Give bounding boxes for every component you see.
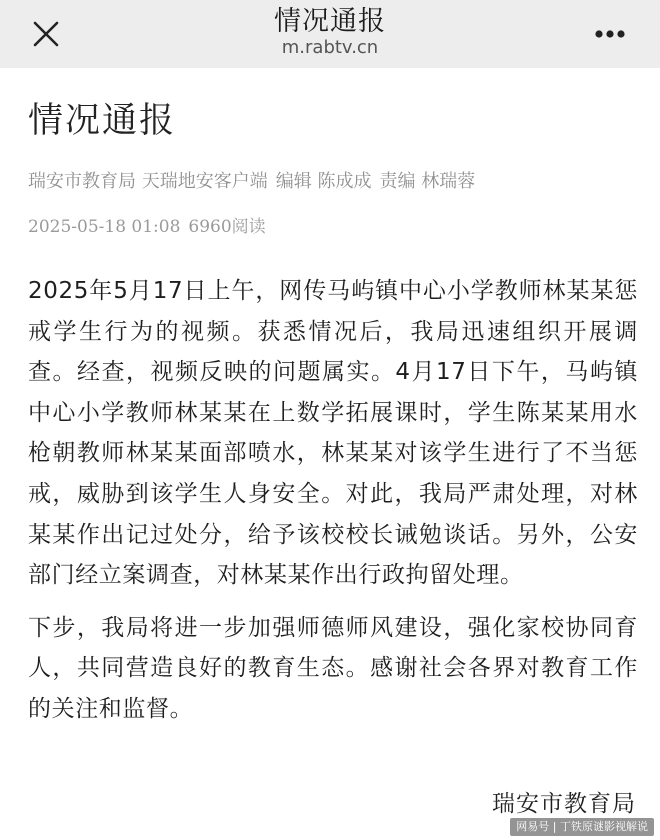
meta-editor: 编辑 陈成成 [275, 171, 372, 192]
article [28, 68, 638, 730]
meta-source[interactable]: 瑞安市教育局 天瑞地安客户端 [28, 171, 268, 192]
read-count: 6960阅读 [188, 217, 266, 237]
publish-date: 2025-05-18 01:08 [28, 217, 181, 237]
top-navigation-bar [0, 0, 660, 68]
meta-chief-editor: 责编 林瑞蓉 [379, 171, 476, 192]
nav-url: m.rabtv.cn [281, 37, 379, 58]
more-dots-icon [590, 20, 630, 48]
article-meta [28, 170, 638, 194]
article-signature: 瑞安市教育局 [492, 791, 636, 817]
article-stats [28, 216, 638, 238]
article-title: 情况通报 [28, 101, 177, 141]
article-paragraph-1: 2025年5月17日上午，网传马屿镇中心小学教师林某某惩戒学生行为的视频。获悉情况后，我局迅速组织开展调查。经查，视频反映的问题属实。4月17日下午，马屿镇中心小学教师林某某在上数学拓展课时，学生陈某某用水枪朝教师林某某面部喷水，林某某对该学生进行了不当惩戒，威胁到该学生人身安全。对此，我局严肃处理，对林某某作出记过处分，给予该校校长诫勉谈话。另外，公安部门经立案调查，对林某某作出行政拘留处理。 [28, 278, 638, 589]
nav-title: 情况通报 [274, 6, 386, 37]
source-watermark: 网易号 | 丁铁原谜影视解说 [510, 818, 654, 836]
article-paragraph-2: 下步，我局将进一步加强师德师风建设，强化家校协同育人，共同营造良好的教育生态。感谢社会各界对教育工作的关注和监督。 [28, 614, 638, 722]
more-button[interactable] [590, 20, 630, 48]
